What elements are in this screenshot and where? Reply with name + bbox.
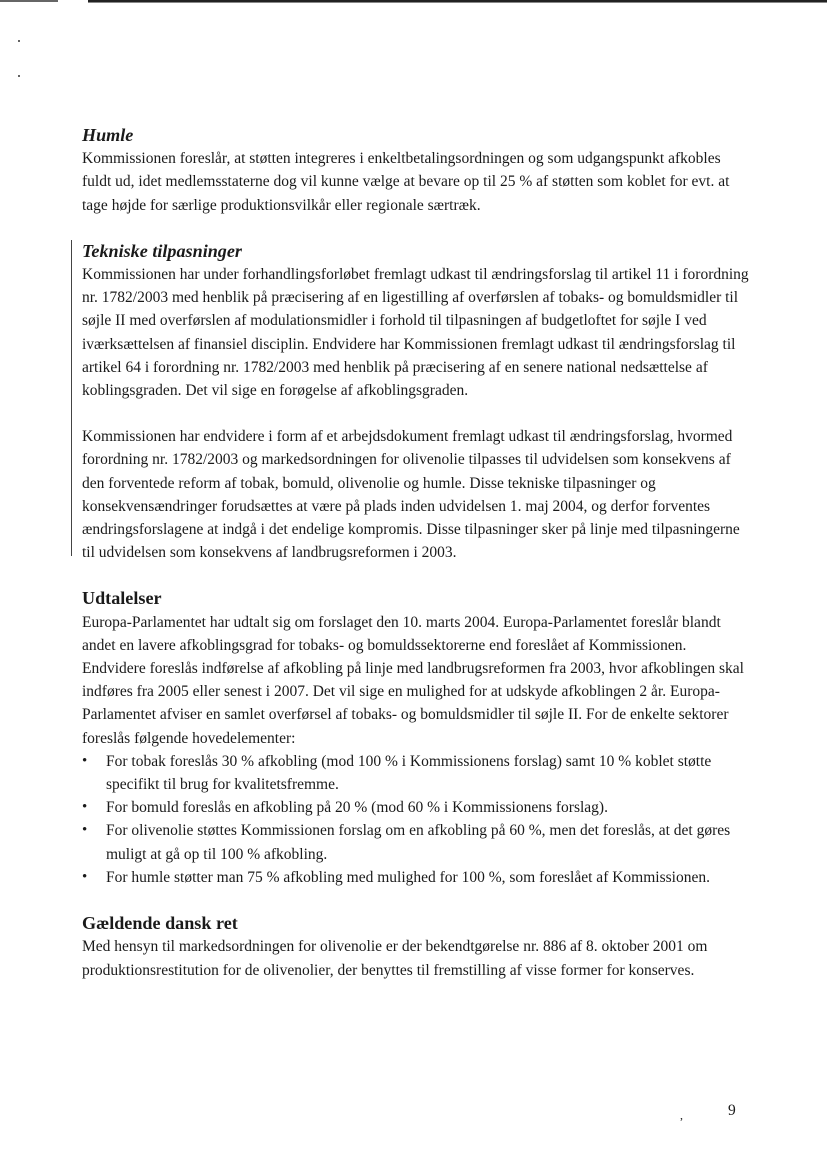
section-paragraph: Med hensyn til markedsordningen for olivenolie er der bekendtgørelse nr. 886 af 8. oktober 2001 om produktionsrestitution for de olivenolier, der benyttes til fremstilling af visse former for konserves. — [82, 938, 708, 979]
section-heading: Tekniske tilpasninger — [82, 240, 242, 261]
bullet-list — [82, 750, 752, 889]
section-heading: Udtalelser — [82, 588, 162, 609]
section-heading: Gældende dansk ret — [82, 913, 238, 934]
section-humle — [82, 124, 752, 217]
scan-speck — [18, 40, 20, 42]
section-gaeldende-dansk-ret — [82, 912, 752, 982]
section-tekniske-tilpasninger — [82, 240, 752, 565]
list-item: • For olivenolie støttes Kommissionen forslag om en afkobling på 60 %, men det foreslås, at det gøres muligt at gå op til 100 % afkobling. — [82, 819, 752, 865]
scan-edge-line-top — [88, 0, 827, 4]
section-paragraph: Kommissionen har under forhandlingsforløbet fremlagt udkast til ændringsforslag til artikel 11 i forordning nr. 1782/2003 med henblik på præcisering af en ligestilling af overførslen af tobaks- og bomuldsmidler til søjle II med overførslen af modulationsmidler i forhold til tilpasningen af budgetloftet for søjle I ved iværksættelsen af finansiel disciplin. Endvidere har Kommissionen fremlagt udkast til ændringsforslag til artikel 64 i forordning nr. 1782/2003 med henblik på præcisering af en senere national nedsættelse af koblingsgraden. Det vil sige en forøgelse af afkoblingsgraden. — [82, 266, 749, 400]
scan-edge-line-left — [0, 0, 58, 2]
list-item: • For bomuld foreslås en afkobling på 20 % (mod 60 % i Kommissionens forslag). — [82, 796, 752, 819]
margin-tick-mark: , — [680, 1108, 683, 1122]
section-paragraph: Kommissionen foreslår, at støtten integreres i enkeltbetalingsordningen og som udgangspunkt afkobles fuldt ud, idet medlemsstaterne dog vil kunne vælge at bevare op til 25 % af støtten som koblet for evt. at tage højde for særlige produktionsvilkår eller regionale særtræk. — [82, 150, 730, 214]
section-paragraph: Kommissionen har endvidere i form af et arbejdsdokument fremlagt udkast til ændringsforslag, hvormed forordning nr. 1782/2003 og markedsordningen for olivenolie tilpasses til udvidelsen som konsekvens af den forventede reform af tobak, bomuld, olivenolie og humle. Disse tekniske tilpasninger og konsekvensændringer forudsættes at være på plads inden udvidelsen 1. maj 2004, og derfor forventes ændringsforslagene at indgå i det endelige kompromis. Disse tilpasninger sker på linje med tilpasningerne til udvidelsen som konsekvens af landbrugsreformen i 2003. — [82, 428, 740, 562]
list-item: • For tobak foreslås 30 % afkobling (mod 100 % i Kommissionens forslag) samt 10 % koblet støtte specifikt til brug for kvalitetsfremme. — [82, 750, 752, 796]
section-paragraph: Europa-Parlamentet har udtalt sig om forslaget den 10. marts 2004. Europa-Parlamentet foreslår blandt andet en lavere afkoblingsgrad for tobaks- og bomuldssektorerne end foreslået af Kommissionen. Endvidere foreslås indførelse af afkobling på linje med landbrugsreformen fra 2003, hvor afkoblingen skal indføres fra 2005 eller senest i 2007. Det vil sige en mulighed for at udskyde afkoblingen 2 år. Europa-Parlamentet afviser en samlet overførsel af tobaks- og bomuldsmidler til søjle II. For de enkelte sektorer foreslås følgende hovedelementer: — [82, 613, 744, 747]
section-udtalelser — [82, 587, 752, 889]
page-number: 9 — [728, 1102, 736, 1119]
section-heading: Humle — [82, 125, 134, 145]
document-body — [82, 124, 752, 982]
scan-speck — [18, 75, 20, 77]
list-item: • For humle støtter man 75 % afkobling med mulighed for 100 %, som foreslået af Kommissionen. — [82, 866, 752, 889]
revision-margin-bar — [71, 240, 72, 556]
